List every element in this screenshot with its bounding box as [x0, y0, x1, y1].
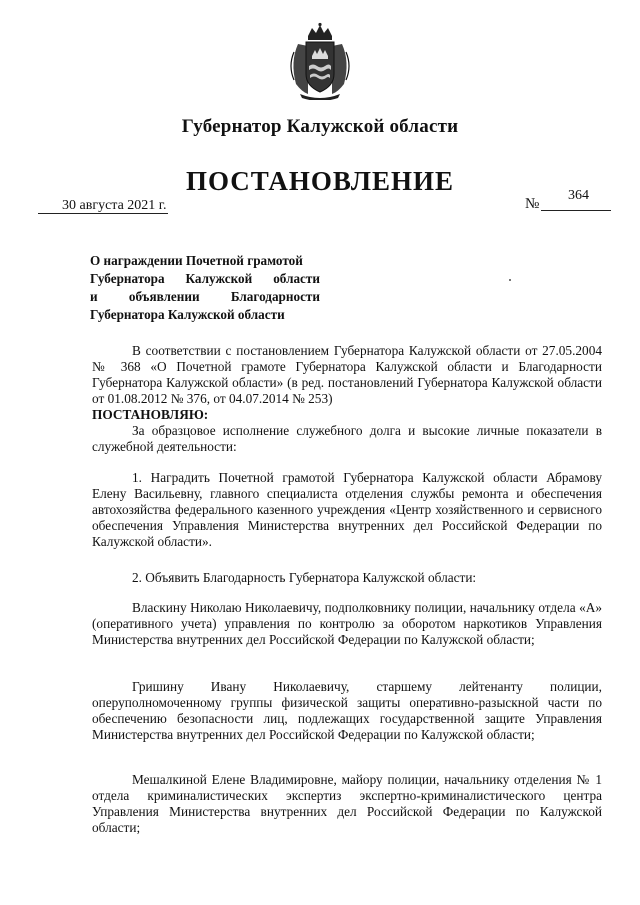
number-underline	[541, 210, 611, 211]
item-2-paragraph: 2. Объявить Благодарность Губернатора Калужской области:	[132, 570, 477, 585]
document-number: 364	[568, 188, 589, 203]
document-date: 30 августа 2021 г.	[62, 198, 167, 213]
preamble-paragraph: В соответствии с постановлением Губернатора Калужской области от 27.05.2004 № 368 «О Почетной грамоте Губернатора Калужской области и Благодарности Губернатора Калужской области» (в ред. постановлений Губернатора Калужской области от 01.08.2012 № 376, от 04.07.2014 № 253)	[92, 343, 602, 406]
subject-line: Губернатора Калужской области	[90, 307, 285, 322]
document-type-title: ПОСТАНОВЛЕНИЕ	[185, 166, 455, 196]
person-3-block	[92, 772, 602, 836]
item-1-block	[92, 470, 602, 550]
preamble-block	[92, 343, 602, 455]
item-1-paragraph: 1. Наградить Почетной грамотой Губернатора Калужской области Абрамову Елену Васильевну, главного специалиста отделения службы ремонта и обеспечения автохозяйства федерального казенного учреждения «Центр хозяйственного и сервисного обеспечения Управления Министерства внутренних дел Российской Федерации по Калужской области».	[92, 470, 602, 549]
document-number-label: №	[525, 196, 540, 212]
person-2-block	[92, 679, 602, 743]
subject-line: Губернатора Калужской области	[90, 271, 320, 286]
subject-line: О награждении Почетной грамотой	[90, 253, 303, 268]
document-subject	[90, 252, 320, 324]
date-underline	[38, 213, 168, 214]
person-2-paragraph: Гришину Ивану Николаевичу, старшему лейтенанту полиции, оперуполномоченному группы физической защиты оперативно-разыскной части по обеспечению безопасности лиц, подлежащих государственной защите Управления Министерства внутренних дел Российской Федерации по Калужской области;	[92, 679, 602, 742]
issuing-authority: Губернатор Калужской области	[181, 116, 459, 137]
person-1-block	[92, 600, 602, 648]
person-3-paragraph: Мешалкиной Елене Владимировне, майору полиции, начальнику отделения № 1 отдела криминалистических экспертиз экспертно-криминалистического центра Управления Министерства внутренних дел Российской Федерации по Калужской области;	[92, 772, 602, 835]
person-1-paragraph: Влаcкину Николаю Николаевичу, подполковнику полиции, начальнику отдела «А» (оперативного учета) управления по контролю за оборотом наркотиков Управления Министерства внутренних дел Российской Федерации по Калужской области;	[92, 600, 602, 647]
subject-line: и объявлении Благодарности	[90, 289, 320, 304]
decree-word: ПОСТАНОВЛЯЮ:	[92, 407, 209, 422]
reason-paragraph: За образцовое исполнение служебного долга и высокие личные показатели в служебной деятельности:	[92, 423, 602, 454]
scan-speck	[509, 279, 511, 281]
coat-of-arms-kaluga-icon	[286, 22, 354, 100]
item-2-block	[92, 570, 602, 586]
